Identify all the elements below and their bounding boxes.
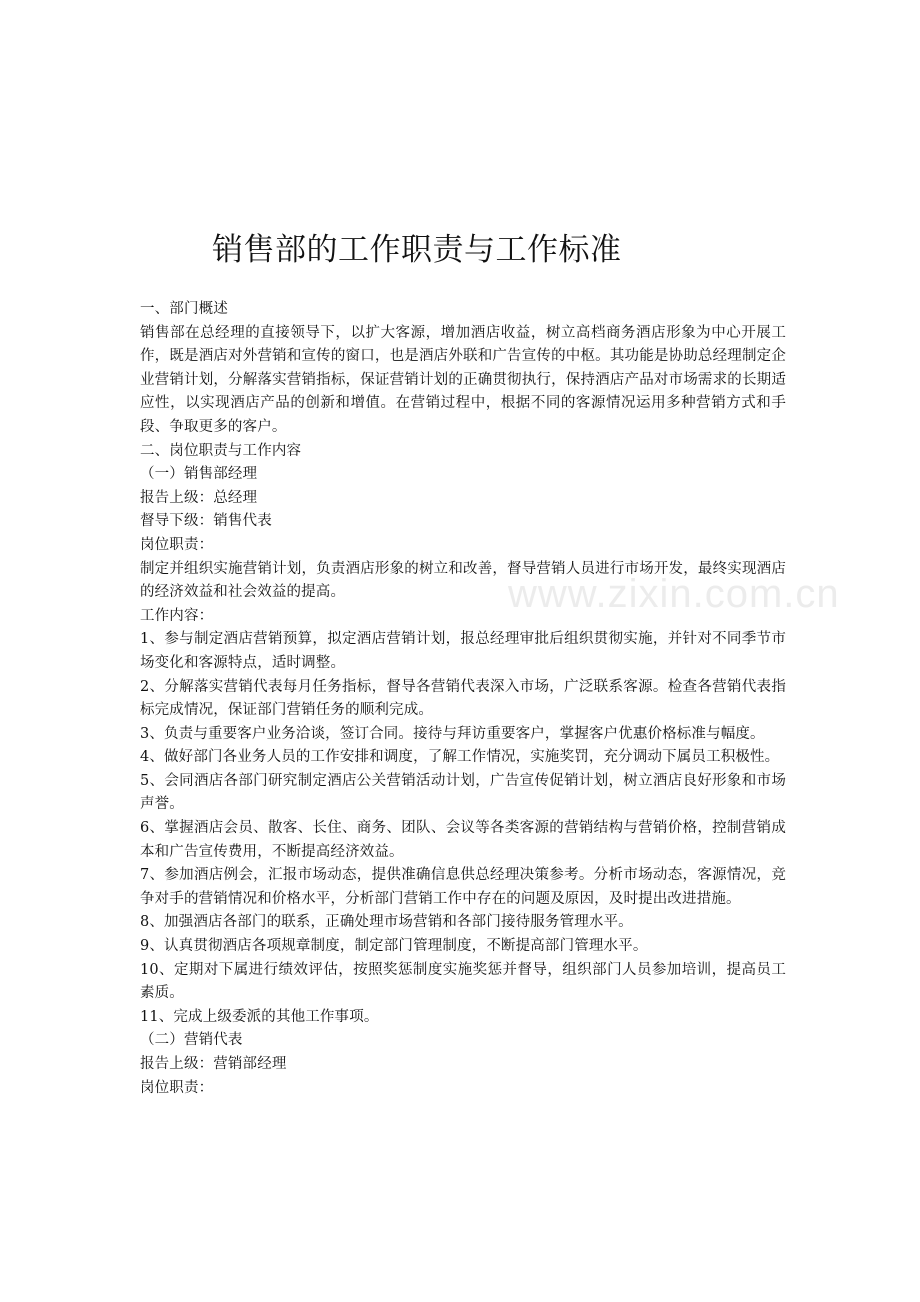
body-line: 岗位职责：: [140, 536, 214, 553]
body-line: 工作内容：: [140, 607, 214, 624]
list-item: 5、会同酒店各部门研究制定酒店公关营销活动计划，广告宣传促销计划，树立酒店良好形象和市场声誉。: [140, 772, 786, 813]
list-item: 1、参与制定酒店营销预算，拟定酒店营销计划，报总经理审批后组织贯彻实施，并针对不同季节市场变化和客源特点，适时调整。: [140, 631, 786, 671]
body-line: 岗位职责：: [140, 1079, 214, 1096]
subsection-heading: （二）营销代表: [140, 1032, 243, 1049]
section-heading: 二、岗位职责与工作内容: [140, 442, 302, 459]
list-item: 2、分解落实营销代表每月任务指标，督导各营销代表深入市场，广泛联系客源。检查各营销代表指标完成情况，保证部门营销任务的顺利完成。: [140, 678, 786, 719]
list-item: 4、做好部门各业务人员的工作安排和调度，了解工作情况，实施奖罚，充分调动下属员工积极性。: [140, 749, 780, 766]
list-item: 6、掌握酒店会员、散客、长住、商务、团队、会议等各类客源的营销结构与营销价格，控制营销成本和广告宣传费用，不断提高经济效益。: [140, 820, 786, 860]
list-item: 10、定期对下属进行绩效评估，按照奖惩制度实施奖惩并督导，组织部门人员参加培训，提高员工素质。: [140, 961, 786, 1002]
document-body: [140, 298, 786, 1100]
body-line: 报告上级：营销部经理: [140, 1056, 287, 1072]
list-item: 3、负责与重要客户业务洽谈，签订合同。接待与拜访重要客户，掌握客户优惠价格标准与幅度。: [140, 725, 765, 742]
body-paragraph: 销售部在总经理的直接领导下，以扩大客源，增加酒店收益，树立高档商务酒店形象为中心开展工作，既是酒店对外营销和宣传的窗口，也是酒店外联和广告宣传的中枢。其功能是协助总经理制定企业营销计划，分解落实营销指标，保证营销计划的正确贯彻执行，保持酒店产品对市场需求的长期适应性，以实现酒店产品的创新和增值。在营销过程中，根据不同的客源情况运用多种营销方式和手段、争取更多的客户。: [140, 324, 786, 435]
list-item: 8、加强酒店各部门的联系，正确处理市场营销和各部门接待服务管理水平。: [140, 914, 633, 931]
body-paragraph: 制定并组织实施营销计划，负责酒店形象的树立和改善，督导营销人员进行市场开发，最终实现酒店的经济效益和社会效益的提高。: [140, 560, 786, 601]
list-item: 7、参加酒店例会，汇报市场动态，提供准确信息供总经理决策参考。分析市场动态，客源情况，竞争对手的营销情况和价格水平，分析部门营销工作中存在的问题及原因，及时提出改进措施。: [140, 867, 786, 907]
document-title: 销售部的工作职责与工作标准: [212, 232, 622, 268]
body-line: 报告上级：总经理: [140, 489, 258, 506]
watermark: www.zixin.com.cn: [508, 572, 840, 616]
list-item: 9、认真贯彻酒店各项规章制度，制定部门管理制度，不断提高部门管理水平。: [140, 938, 648, 955]
body-line: 督导下级：销售代表: [140, 513, 272, 530]
subsection-heading: （一）销售部经理: [140, 466, 258, 483]
section-heading: 一、部门概述: [140, 301, 228, 317]
list-item: 11、完成上级委派的其他工作事项。: [140, 1008, 379, 1025]
